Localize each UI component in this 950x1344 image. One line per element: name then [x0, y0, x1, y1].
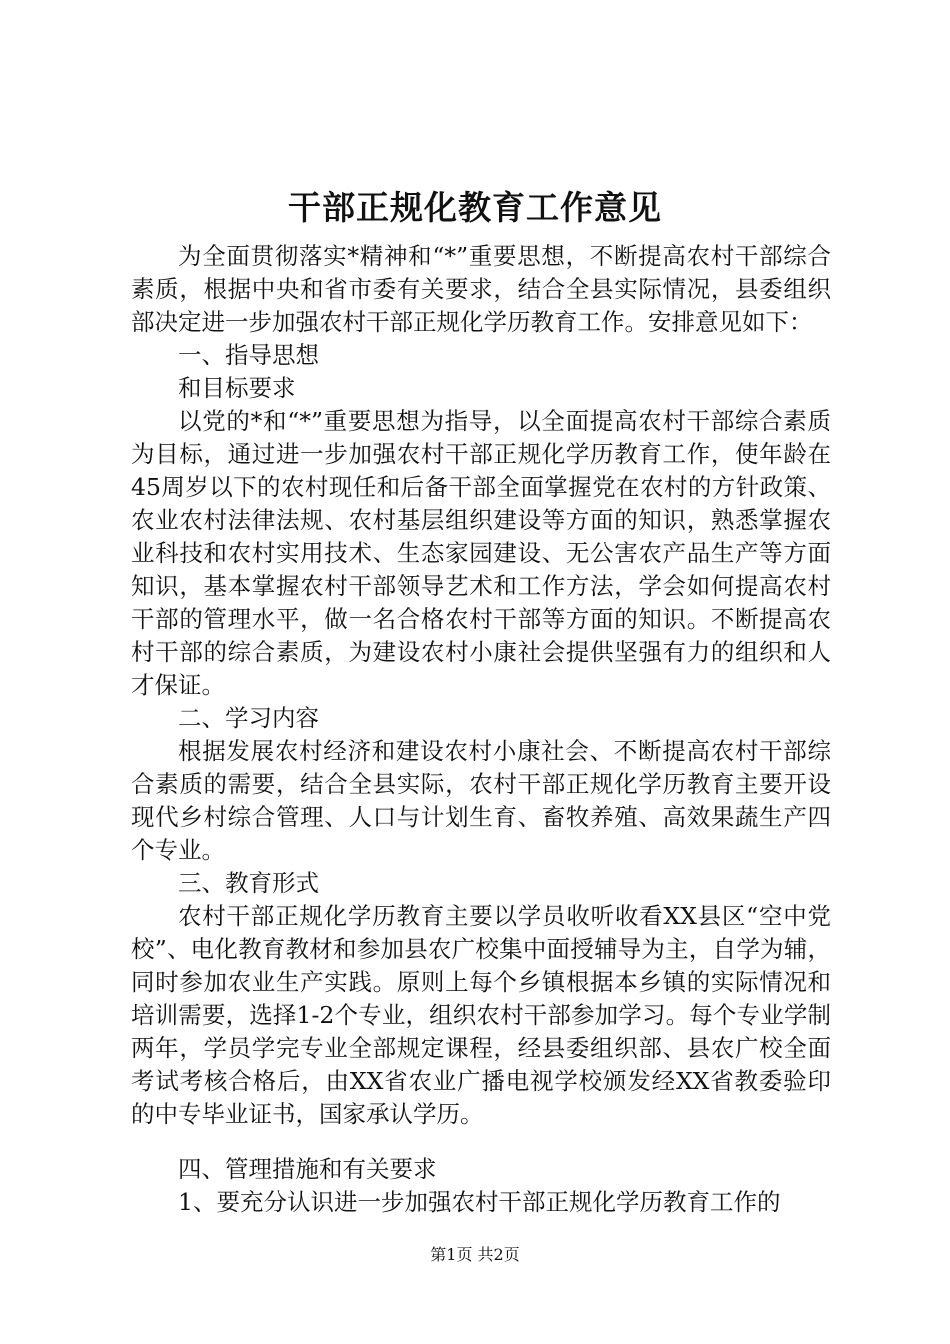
paragraph-intro: 为全面贯彻落实*精神和“*”重要思想，不断提高农村干部综合素质，根据中央和省市委有关要求，结合全县实际情况，县委组织部决定进一步加强农村干部正规化学历教育工作。安排意见如下：	[131, 242, 831, 336]
section-heading-3: 三、教育形式	[178, 869, 319, 897]
section-heading-1: 一、指导思想	[178, 341, 319, 369]
document-body	[131, 240, 831, 1219]
paragraph-content: 根据发展农村经济和建设农村小康社会、不断提高农村干部综合素质的需要，结合全县实际，农村干部正规化学历教育主要开设现代乡村综合管理、人口与计划生育、畜牧养殖、高效果蔬生产四个专业。	[131, 737, 831, 864]
paragraph-guiding: 以党的*和“*”重要思想为指导，以全面提高农村干部综合素质为目标，通过进一步加强农村干部正规化学历教育工作，使年龄在45周岁以下的农村现任和后备干部全面掌握党在农村的方针政策、农业农村法律法规、农村基层组织建设等方面的知识，熟悉掌握农业科技和农村实用技术、生态家园建设、无公害农产品生产等方面知识，基本掌握农村干部领导艺术和工作方法，学会如何提高农村干部的管理水平，做一名合格农村干部等方面的知识。不断提高农村干部的综合素质，为建设农村小康社会提供坚强有力的组织和人才保证。	[131, 407, 831, 699]
section-heading-2: 二、学习内容	[178, 704, 319, 732]
page-number: 第1页 共2页	[430, 1245, 520, 1264]
paragraph-measures: 1、要充分认识进一步加强农村干部正规化学历教育工作的	[178, 1188, 781, 1216]
paragraph-form: 农村干部正规化学历教育主要以学员收听收看XX县区“空中党校”、电化教育教材和参加县农广校集中面授辅导为主，自学为辅，同时参加农业生产实践。原则上每个乡镇根据本乡镇的实际情况和培训需要，选择1-2个专业，组织农村干部参加学习。每个专业学制两年，学员学完专业全部规定课程，经县委组织部、县农广校全面考试考核合格后，由XX省农业广播电视学校颁发经XX省教委验印的中专毕业证书，国家承认学历。	[131, 902, 831, 1128]
section-heading-1-cont: 和目标要求	[178, 374, 296, 402]
document-title: 干部正规化教育工作意见	[288, 188, 662, 227]
section-heading-4: 四、管理措施和有关要求	[178, 1155, 437, 1183]
